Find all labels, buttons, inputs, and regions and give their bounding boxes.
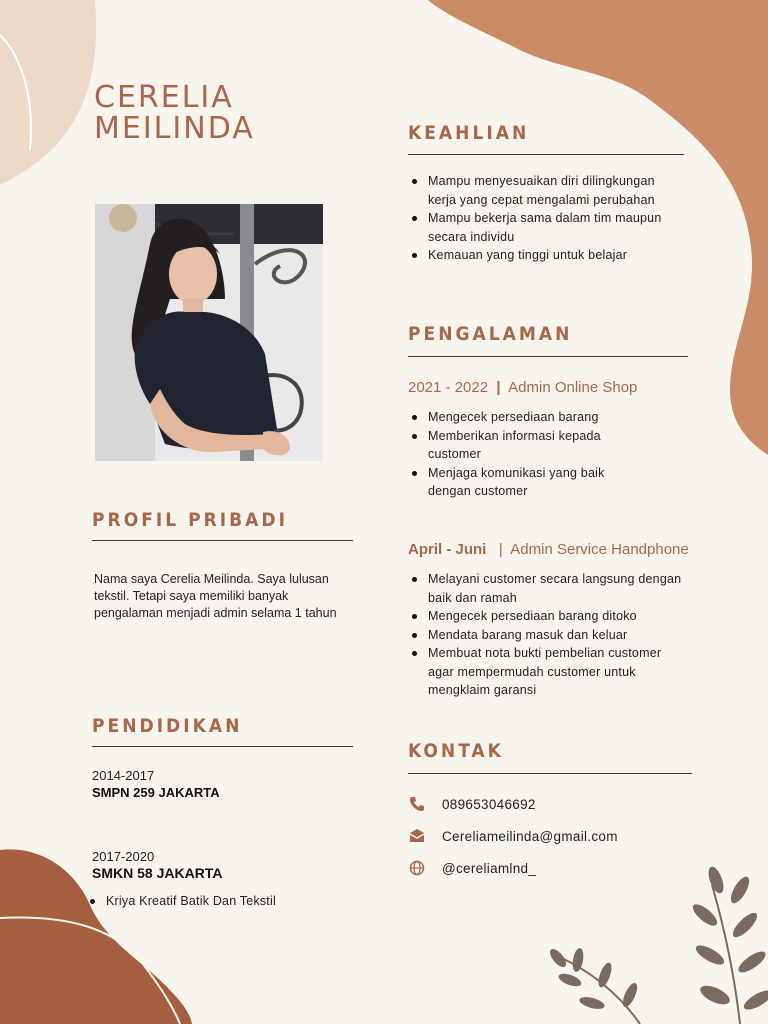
list-item: Mendata barang masuk dan keluar <box>408 626 683 645</box>
job-period: 2021 - 2022 <box>408 379 489 396</box>
list-item: Mengecek persediaan barang ditoko <box>408 607 683 626</box>
list-item: Mampu bekerja sama dalam tim maupun secara individu <box>408 209 678 246</box>
contact-phone[interactable] <box>408 794 536 814</box>
edu-years-1: 2014-2017 <box>92 768 155 783</box>
keahlian-list <box>408 172 678 265</box>
edu-major-list <box>86 892 346 911</box>
contact-email-text: Cereliameilinda@gmail.com <box>442 828 618 844</box>
email-icon <box>408 827 426 845</box>
phone-icon <box>408 795 426 813</box>
edu-school-1: SMPN 259 JAKARTA <box>92 785 220 800</box>
profil-text: Nama saya Cerelia Meilinda. Saya lulusan tekstil. Tetapi saya memiliki banyak pengalaman menjadi admin selama 1 tahun <box>94 572 337 620</box>
section-title-keahlian: KEAHLIAN <box>408 122 530 144</box>
job-separator: | <box>498 541 503 558</box>
keahlian-divider <box>408 154 684 155</box>
profile-photo <box>95 204 323 461</box>
contact-email[interactable] <box>408 826 618 846</box>
job-header-1 <box>408 379 637 396</box>
name-line-2: MEILINDA <box>94 111 255 146</box>
leaf-branch-right <box>690 865 768 1024</box>
list-item: Mengecek persediaan barang <box>408 408 648 427</box>
list-item: Kriya Kreatif Batik Dan Tekstil <box>86 892 346 911</box>
contact-social[interactable] <box>408 858 536 878</box>
section-title-kontak: KONTAK <box>408 740 504 762</box>
globe-icon <box>408 859 426 877</box>
leaf-branch-left <box>547 946 640 1024</box>
list-item: Menjaga komunikasi yang baik dengan customer <box>408 464 648 501</box>
profil-divider <box>92 540 353 541</box>
list-item: Membuat nota bukti pembelian customer agar mempermudah customer untuk mengklaim garansi <box>408 644 683 700</box>
edu-years-2: 2017-2020 <box>92 849 155 864</box>
section-title-pendidikan: PENDIDIKAN <box>92 715 243 737</box>
list-item: Kemauan yang tinggi untuk belajar <box>408 246 678 265</box>
top-left-blob <box>0 0 96 185</box>
candidate-name <box>94 82 255 144</box>
kontak-divider <box>408 773 692 774</box>
job-role: Admin Service Handphone <box>510 541 689 558</box>
job-1-duties <box>408 408 648 501</box>
job-header-2 <box>408 541 689 558</box>
section-title-pengalaman: PENGALAMAN <box>408 323 573 345</box>
contact-social-text: @cereliamlnd_ <box>442 860 537 876</box>
section-title-profil: PROFIL PRIBADI <box>92 509 288 531</box>
list-item: Memberikan informasi kepada customer <box>408 427 648 464</box>
name-line-1: CERELIA <box>94 80 234 115</box>
job-period: April - Juni <box>408 541 487 558</box>
job-separator: | <box>496 379 501 396</box>
edu-school-2: SMKN 58 JAKARTA <box>92 865 223 881</box>
job-role: Admin Online Shop <box>508 379 638 396</box>
contact-phone-text: 089653046692 <box>442 796 536 812</box>
pendidikan-divider <box>92 746 353 747</box>
list-item: Mampu menyesuaikan diri dilingkungan kerja yang cepat mengalami perubahan <box>408 172 678 209</box>
pengalaman-divider <box>408 356 688 357</box>
job-2-duties <box>408 570 683 700</box>
list-item: Melayani customer secara langsung dengan baik dan ramah <box>408 570 683 607</box>
